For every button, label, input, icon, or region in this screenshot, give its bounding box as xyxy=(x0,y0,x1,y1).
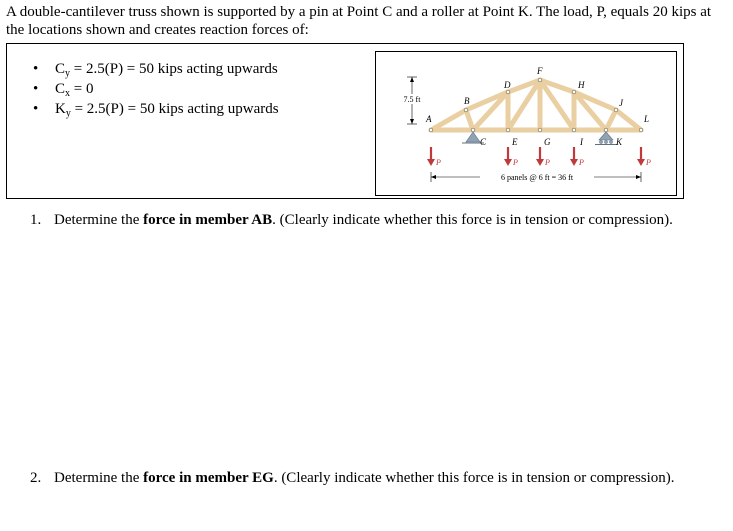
question-1 xyxy=(30,211,690,229)
bullet-icon: • xyxy=(33,61,39,77)
bullet-icon: • xyxy=(33,101,39,117)
load-label: P xyxy=(579,158,584,167)
span-label: 6 panels @ 6 ft = 36 ft xyxy=(500,173,574,182)
load-label: P xyxy=(545,158,550,167)
load-label: P xyxy=(436,158,441,167)
load-label: P xyxy=(646,158,651,167)
bullet-icon: • xyxy=(33,81,39,97)
question-member: force in member EG xyxy=(143,470,274,486)
joint-label-l: L xyxy=(644,114,650,124)
joint-label-j: J xyxy=(619,98,623,108)
reaction-subscript: y xyxy=(65,68,71,79)
load-arrow-l xyxy=(637,147,651,167)
load-arrow-g xyxy=(536,147,550,167)
question-suffix: . (Clearly indicate whether this force is in tension or compression). xyxy=(273,470,675,486)
reaction-value: = 2.5(P) = 50 kips acting upwards xyxy=(70,101,279,117)
joint-label-e: E xyxy=(512,137,518,147)
load-label: P xyxy=(513,158,518,167)
reaction-ky xyxy=(27,99,279,119)
reaction-cy xyxy=(27,59,279,79)
joint-label-i: I xyxy=(580,137,583,147)
member-jk xyxy=(606,110,616,130)
question-text xyxy=(30,211,690,229)
joint-label-d: D xyxy=(504,80,511,90)
reaction-list xyxy=(27,59,279,119)
reaction-value: = 0 xyxy=(70,81,94,97)
question-prefix: Determine the xyxy=(54,212,144,228)
height-dimension xyxy=(400,77,424,124)
load-arrow-i xyxy=(570,147,584,167)
joint-label-k: K xyxy=(616,137,623,147)
load-arrows xyxy=(427,147,651,167)
question-text xyxy=(30,469,690,487)
reaction-subscript: y xyxy=(65,108,71,119)
problem-statement: A double-cantilever truss shown is supported by a pin at Point C and a roller at Point K. The load, P, equals 20 kips at the locations shown and creates reaction forces of: xyxy=(6,4,712,38)
roller-support-icon xyxy=(595,132,617,145)
question-number: 2. xyxy=(30,470,42,486)
joint-label-c: C xyxy=(480,137,487,147)
joint-label-f: F xyxy=(537,66,543,76)
question-number: 1. xyxy=(30,212,42,228)
load-arrow-a xyxy=(427,147,441,167)
joint-label-b: B xyxy=(464,96,470,106)
truss-diagram xyxy=(376,52,676,195)
joint-label-a: A xyxy=(426,114,432,124)
reaction-symbol: C xyxy=(55,81,66,97)
joint-label-h: H xyxy=(578,80,585,90)
problem-box xyxy=(6,43,684,199)
question-prefix: Determine the xyxy=(54,470,144,486)
reaction-subscript: x xyxy=(65,88,71,99)
question-suffix: . (Clearly indicate whether this force is in tension or compression). xyxy=(272,212,673,228)
truss-members xyxy=(431,80,641,130)
reaction-symbol: C xyxy=(55,61,66,77)
member-bc xyxy=(466,110,473,130)
truss-figure xyxy=(375,51,677,196)
question-member: force in member AB xyxy=(143,212,273,228)
question-2 xyxy=(30,469,690,487)
reaction-symbol: K xyxy=(55,101,66,117)
load-arrow-e xyxy=(504,147,518,167)
span-dimension xyxy=(431,171,641,182)
reaction-cx xyxy=(27,79,279,99)
reaction-value: = 2.5(P) = 50 kips acting upwards xyxy=(70,61,278,77)
joint-label-g: G xyxy=(544,137,551,147)
height-label: 7.5 ft xyxy=(403,95,421,104)
